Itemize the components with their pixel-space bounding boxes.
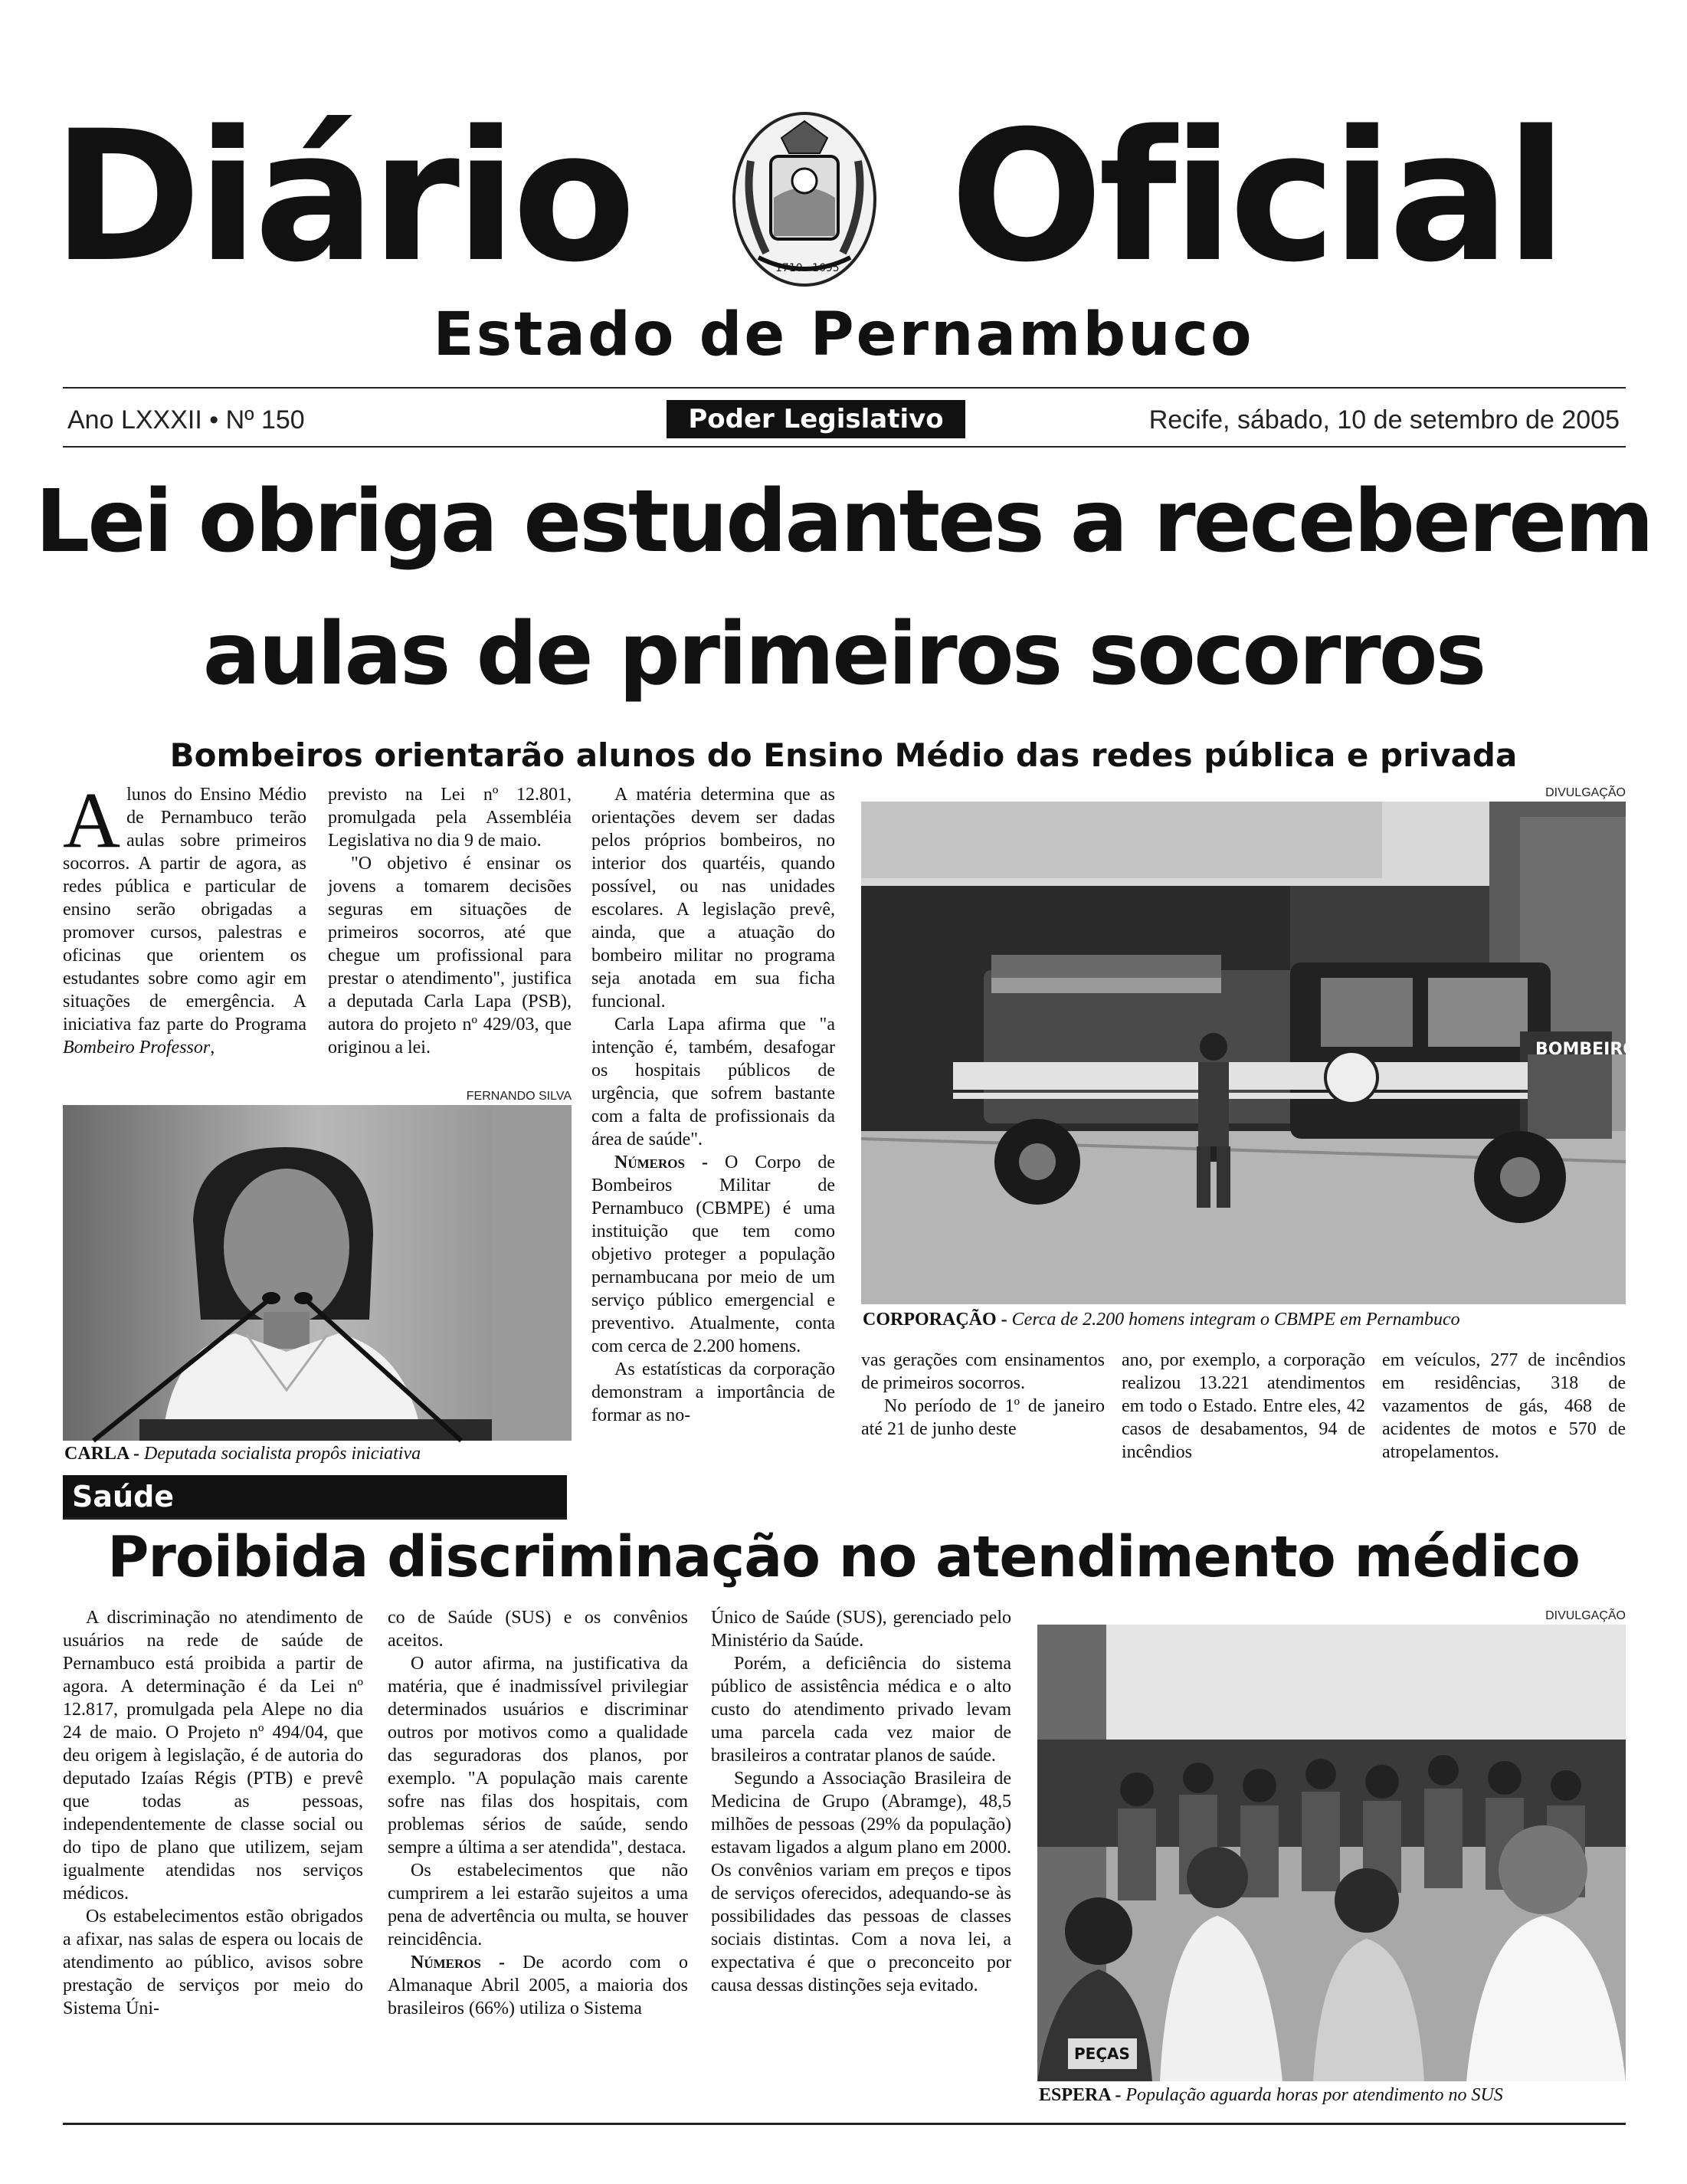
- info-rule: [63, 446, 1626, 448]
- bag-label: PEÇAS: [1074, 2045, 1130, 2063]
- second-headline: Proibida discriminação no atendimento médico: [107, 1524, 1580, 1590]
- masthead-title-right: Oficial: [950, 93, 1563, 302]
- issue-date: Recife, sábado, 10 de setembro de 2005: [1148, 405, 1620, 435]
- photo-fire-truck: [861, 802, 1649, 1304]
- caption-carla: CARLA - Deputada socialista propôs iniciativa: [64, 1444, 421, 1464]
- main-headline-line2: aulas de primeiros socorros: [202, 605, 1485, 704]
- main-article-col3: A matéria determina que as orientações devem ser dadas pelos próprios bombeiros, no interior dos quartéis, quando possível, ou nas unidades escolares. A legislação prevê, ainda, que a atuação do bombeiro militar no programa seja anotada em sua ficha funcional. Carla Lapa afirma que "a intenção é, também, desafogar os hospitais públicos de urgência, que sofrem bastante com a falta de profissionais da área de saúde". Números - O Corpo de Bombeiros Militar de Pernambuco (CBMPE) é uma instituição que tem como objetivo proteger a população pernambucana por meio de um serviço público emergencial e preventivo. Atualmente, conta com cerca de 2.200 homens. As estatísticas da corporação demonstram a importância de formar as no-: [591, 785, 835, 1425]
- main-article-col5: ano, por exemplo, a corporação realizou 13.221 atendimentos em todo o Estado. Entre eles, 42 casos de desabamentos, 94 de incêndios: [1122, 1350, 1365, 1462]
- section-rule: [63, 1517, 567, 1520]
- masthead-title-left: Diário: [52, 93, 632, 302]
- section-banner: Poder Legislativo: [667, 400, 965, 438]
- seal-year-right: 1695: [812, 262, 840, 274]
- main-subheadline: Bombeiros orientarão alunos do Ensino Médio das redes pública e privada: [169, 736, 1518, 774]
- second-article-col3: Único de Saúde (SUS), gerenciado pelo Ministério da Saúde. Porém, a deficiência do sistema público de assistência médica e o alto custo do atendimento privado levam uma parcela cada vez maior de brasileiros a contratar planos de saúde. Segundo a Associação Brasileira de Medicina de Grupo (Abramge), 48,5 milhões de pessoas (29% da população) estavam ligados a algum plano em 2000. Os convênios variam em preços e tipos de serviços oferecidos, adequando-se às possibilidades das pessoas de classes sociais distintas. Com a nova lei, a expectativa é que o preconceito por causa dessas distinções seja evitado.: [711, 1608, 1011, 1995]
- top-rule: [63, 387, 1626, 389]
- photo-waiting-crowd: [1037, 1625, 1626, 2081]
- main-article-col2: previsto na Lei nº 12.801, promulgada pela Assembléia Legislativa no dia 9 de maio. "O objetivo é ensinar os jovens a tomarem decisões seguras em situações de primeiros socorros, até que chegue um profissional para prestar o atendimento", justifica a deputada Carla Lapa (PSB), autora do projeto nº 429/03, que originou a lei.: [328, 785, 572, 1058]
- caption-crowd: ESPERA - População aguarda horas por atendimento no SUS: [1039, 2085, 1503, 2105]
- main-article-col1: Alunos do Ensino Médio de Pernambuco terão aulas sobre primeiros socorros. A partir de agora, as redes pública e particular de ensino serão obrigadas a promover cursos, palestras e oficinas que orientem os estudantes sobre como agir em situações de emergência. A iniciativa faz parte do Programa Bombeiro Professor,: [63, 776, 306, 1058]
- main-article-col6: em veículos, 277 de incêndios em residências, 318 de vazamentos de gás, 468 de acidentes de motos e 570 de atropelamentos.: [1382, 1350, 1626, 1462]
- state-seal: [728, 107, 881, 291]
- truck-label: BOMBEIROS: [1535, 1040, 1649, 1059]
- photo-deputy-carla: [63, 1105, 572, 1441]
- seal-year-left: 1710: [775, 262, 803, 274]
- main-article-col4: vas gerações com ensinamentos de primeiros socorros. No período de 1º de janeiro até 21 de junho deste: [861, 1350, 1105, 1439]
- second-article-col1: A discriminação no atendimento de usuários na rede de saúde de Pernambuco está proibida a partir de agora. A determinação é da Lei nº 12.817, promulgada pela Alepe no dia 24 de maio. O Projeto nº 494/04, que deu origem à legislação, é de autoria do deputado Izaías Régis (PTB) e prevê que todas as pessoas, independentemente de classe social ou do tipo de plano que utilizem, sejam igualmente atendidas nos serviços médicos. Os estabelecimentos estão obrigados a afixar, nas salas de espera ou locais de atendimento ao público, avisos sobre prestação de serviços por meio do Sistema Úni-: [63, 1608, 363, 2018]
- photo-credit-crowd: DIVULGAÇÃO: [1545, 1609, 1626, 1622]
- bottom-rule: [63, 2123, 1626, 2125]
- second-article-col2: co de Saúde (SUS) e os convênios aceitos. O autor afirma, na justificativa da matéria, que é inadmissível privilegiar determinados usuários e discriminar outros por motivos como a qualidade das seguradoras dos planos, por exemplo. "A população mais carente sofre nas filas dos hospitais, com problemas sérios de saúde, sendo sempre a última a ser atendida", destaca. Os estabelecimentos que não cumprirem a lei estarão sujeitos a uma pena de advertência ou multa, se houver reincidência. Números - De acordo com o Almanaque Abril 2005, a maioria dos brasileiros (66%) utiliza o Sistema: [388, 1608, 688, 2018]
- section-tag-saude: Saúde: [63, 1475, 567, 1518]
- edition-number: Ano LXXXII • Nº 150: [67, 405, 305, 435]
- dropcap: A: [63, 776, 121, 864]
- masthead-subtitle: Estado de Pernambuco: [433, 300, 1254, 369]
- photo-credit-truck: DIVULGAÇÃO: [1545, 786, 1626, 799]
- main-headline-line1: Lei obriga estudantes a receberem: [35, 472, 1652, 572]
- photo-credit-carla: FERNANDO SILVA: [466, 1090, 572, 1103]
- caption-truck: CORPORAÇÃO - Cerca de 2.200 homens integram o CBMPE em Pernambuco: [863, 1310, 1460, 1330]
